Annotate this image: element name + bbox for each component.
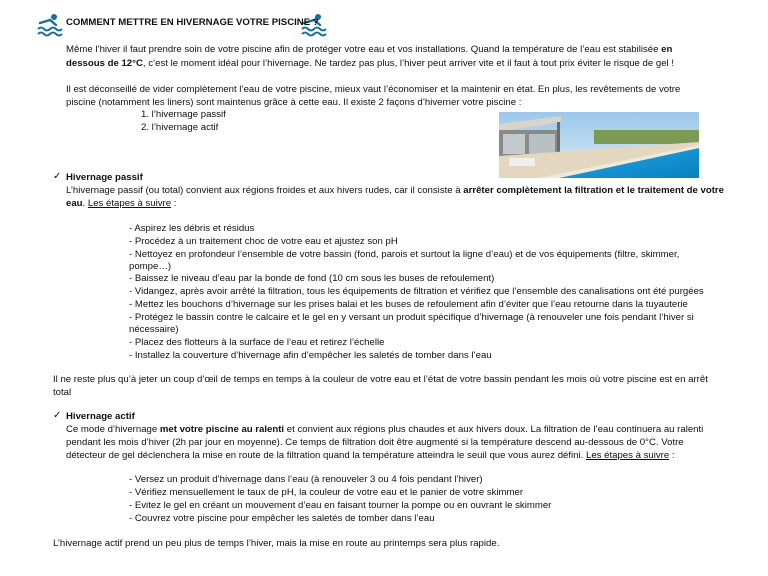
actif-check-icon: ✓ bbox=[53, 410, 62, 421]
intro-line-4: piscine (notamment les liners) sont maintenus grâce à cette eau. Il existe 2 façons d’hiverner votre piscine : bbox=[66, 97, 522, 108]
passif-step: - Baissez le niveau d’eau par la bonde de fond (10 cm sous les buses de refoulement) bbox=[129, 273, 495, 284]
actif-line-3: détecteur de gel déclenchera la mise en route de la filtration quand la température atteindra le seuil que vous aurez défini. Les étapes à suivre : bbox=[66, 450, 675, 461]
passif-heading: Hivernage passif bbox=[66, 172, 143, 183]
passif-step: - Installez la couverture d’hivernage afin d’empêcher les saletés de tomber dans l’eau bbox=[129, 350, 492, 361]
intro-line-3: Il est déconseillé de vider complètement l’eau de votre piscine, mieux vaut l’économiser et la maintenir en état. En plus, les revêtements de votre bbox=[66, 84, 681, 95]
closing-line: L’hivernage actif prend un peu plus de temps l’hiver, mais la mise en route au printemps sera plus rapide. bbox=[53, 538, 500, 549]
actif-step: - Couvrez votre piscine pour empêcher les saletés de tomber dans l’eau bbox=[129, 513, 435, 524]
actif-step: - Versez un produit d’hivernage dans l’eau (à renouveler 3 ou 4 fois pendant l’hiver) bbox=[129, 474, 483, 485]
passif-line-2: eau. Les étapes à suivre : bbox=[66, 198, 177, 209]
passif-step: - Protégez le bassin contre le calcaire et le gel en y versant un produit spécifique d’hivernage (à renouveler une fois pendant l’hiver si bbox=[129, 312, 694, 323]
page-title: COMMENT METTRE EN HIVERNAGE VOTRE PISCINE ? bbox=[66, 17, 319, 28]
actif-step: - Evitez le gel en créant un mouvement d’eau en faisant tourner la pompe ou en ouvrant le skimmer bbox=[129, 500, 552, 511]
actif-heading: Hivernage actif bbox=[66, 411, 135, 422]
passif-line-1: L’hivernage passif (ou total) convient aux régions froides et aux hivers rudes, car il consiste à arrêter complètement la filtration et le traitement de votre bbox=[66, 185, 725, 196]
list-item: 2. l’hivernage actif bbox=[141, 122, 219, 133]
passif-step: - Nettoyez en profondeur l’ensemble de votre bassin (fond, parois et surtout la ligne d’eau) et de vos équipements (filtre, skimmer, bbox=[129, 249, 680, 260]
middle-line-1: Il ne reste plus qu’à jeter un coup d’œil de temps en temps à la couleur de votre eau et l’état de votre bassin pendant les mois où votre piscine est en arrêt bbox=[53, 374, 708, 385]
actif-line-2: pendant les mois d’hiver (2h par jour en moyenne). Ce temps de filtration doit être augmenté si la température descend au-dessous de 0°C. Votre bbox=[66, 437, 684, 448]
passif-step: pompe…) bbox=[129, 261, 172, 272]
actif-line-1: Ce mode d’hivernage met votre piscine au ralenti et convient aux régions plus chaudes et aux hivers doux. La filtration de l’eau continuera au ralenti bbox=[66, 424, 704, 435]
passif-step: - Procédez à un traitement choc de votre eau et ajustez son pH bbox=[129, 236, 398, 247]
list-item: 1. l’hivernage passif bbox=[141, 109, 226, 120]
passif-step: - Vidangez, après avoir arrêté la filtration, tous les équipements de filtration et vérifiez que l’ensemble des canalisations ont été purgées bbox=[129, 286, 704, 297]
intro-line-1: Même l’hiver il faut prendre soin de votre piscine afin de protéger votre eau et vos installations. Quand la température de l’eau est stabilisée en bbox=[66, 44, 673, 55]
passif-step: nécessaire) bbox=[129, 324, 179, 335]
passif-step: - Mettez les bouchons d’hivernage sur les prises balai et les buses de refoulement afin d’éviter que l’eau retourne dans la tuyauterie bbox=[129, 299, 688, 310]
passif-step: - Placez des flotteurs à la surface de l’eau et retirez l’échelle bbox=[129, 337, 385, 348]
pool-photo bbox=[499, 112, 699, 178]
passif-step: - Aspirez les débris et résidus bbox=[129, 223, 255, 234]
middle-line-2: total bbox=[53, 387, 72, 398]
actif-step: - Vérifiez mensuellement le taux de pH, la couleur de votre eau et le panier de votre skimmer bbox=[129, 487, 524, 498]
swimmer-logo-left-icon bbox=[36, 12, 64, 38]
passif-check-icon: ✓ bbox=[53, 171, 62, 182]
intro-line-2: dessous de 12°C, c’est le moment idéal pour l’hivernage. Ne tardez pas plus, l’hiver peut arriver vite et il faut à tout prix éviter le risque de gel ! bbox=[66, 58, 675, 69]
